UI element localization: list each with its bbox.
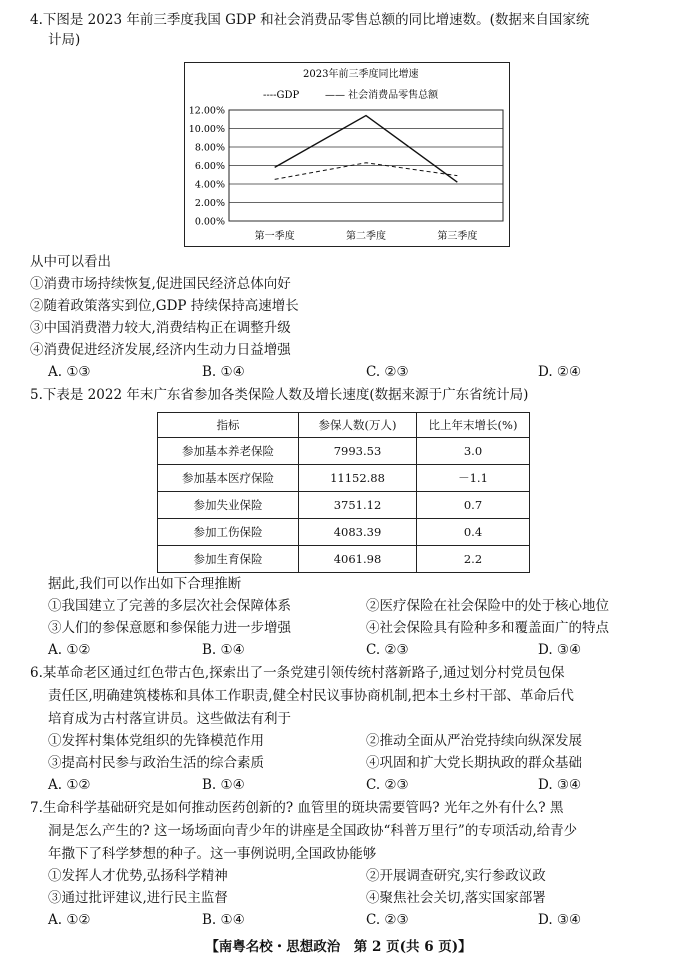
q7-item-1: ①发挥人才优势,弘扬科学精神	[48, 868, 228, 884]
q7-item-2: ②开展调查研究,实行参政议政	[366, 868, 546, 884]
q4-stem-line1: 4.下图是 2023 年前三季度我国 GDP 和社会消费品零售总额的同比增速数。(数据来自国家统	[30, 12, 590, 28]
table-row	[158, 519, 530, 546]
q7-item-3: ③通过批评建议,进行民主监督	[48, 890, 228, 906]
q4-item-1: ①消费市场持续恢复,促进国民经济总体向好	[30, 276, 291, 292]
q7-option-a[interactable]: A. ①②	[48, 912, 91, 928]
q6-item-2: ②推动全面从严治党持续向纵深发展	[366, 733, 582, 749]
table-cell: 7993.53	[299, 438, 417, 465]
q4-lead: 从中可以看出	[30, 254, 111, 270]
table-header-row	[158, 413, 530, 438]
chart-plot-area	[189, 106, 503, 243]
chart-svg	[185, 63, 509, 246]
q7-stem-line3: 年撒下了科学梦想的种子。这一事例说明,全国政协能够	[48, 846, 377, 862]
insurance-table	[157, 412, 530, 573]
table-cell: 参加工伤保险	[158, 519, 299, 546]
table-cell: 4083.39	[299, 519, 417, 546]
q7-item-4: ④聚焦社会关切,落实国家部署	[366, 890, 546, 906]
q4-option-a[interactable]: A. ①③	[48, 364, 91, 380]
q7-option-c[interactable]: C. ②③	[366, 912, 409, 928]
q4-item-2: ②随着政策落实到位,GDP 持续保持高速增长	[30, 298, 299, 314]
x-tick-label: 第二季度	[346, 231, 386, 242]
q5-stem: 5.下表是 2022 年末广东省参加各类保险人数及增长速度(数据来源于广东省统计局)	[30, 387, 529, 403]
q6-item-4: ④巩固和扩大党长期执政的群众基础	[366, 755, 582, 771]
table-row	[158, 465, 530, 492]
q6-item-1: ①发挥村集体党组织的先锋模范作用	[48, 733, 264, 749]
table-cell: 3.0	[417, 438, 530, 465]
table-cell: 0.7	[417, 492, 530, 519]
q5-option-d[interactable]: D. ③④	[538, 642, 582, 658]
chart-title: 2023年前三季度同比增速	[303, 69, 419, 80]
q4-option-c[interactable]: C. ②③	[366, 364, 409, 380]
gdp-retail-growth-chart	[184, 62, 510, 247]
q6-option-a[interactable]: A. ①②	[48, 777, 91, 793]
y-tick-label: 10.00%	[188, 124, 225, 135]
q5-option-a[interactable]: A. ①②	[48, 642, 91, 658]
q6-stem-line1: 6.某革命老区通过红色带古色,探索出了一条党建引领传统村落新路子,通过划分村党员包保	[30, 665, 565, 681]
y-tick-label: 2.00%	[194, 198, 225, 209]
q6-option-c[interactable]: C. ②③	[366, 777, 409, 793]
table-cell: 参加生育保险	[158, 546, 299, 573]
y-tick-label: 4.00%	[194, 179, 225, 191]
table-row	[158, 492, 530, 519]
q7-stem-line2: 洞是怎么产生的? 这一场场面向青少年的讲座是全国政协“科普万里行”的专项活动,给青少	[48, 823, 578, 839]
q4-item-3: ③中国消费潜力较大,消费结构正在调整升级	[30, 320, 291, 336]
table-header-cell: 比上年末增长(%)	[417, 413, 530, 438]
page-footer: 【南粤名校・思想政治 第 2 页(共 6 页)】	[205, 939, 472, 955]
q4-option-d[interactable]: D. ②④	[538, 364, 582, 380]
x-tick-label: 第三季度	[437, 231, 478, 242]
table-cell: 2.2	[417, 546, 530, 573]
q5-lead: 据此,我们可以作出如下合理推断	[48, 576, 242, 592]
q5-option-b[interactable]: B. ①④	[202, 642, 245, 658]
table-header-cell: 指标	[158, 413, 299, 438]
table-cell: 参加基本养老保险	[158, 438, 299, 465]
y-tick-label: 12.00%	[188, 105, 225, 117]
q5-item-4: ④社会保险具有险种多和覆盖面广的特点	[366, 620, 609, 636]
q6-stem-line2: 责任区,明确建筑楼栋和具体工作职责,健全村民议事协商机制,把本土乡村干部、革命后代	[48, 688, 574, 704]
table-row	[158, 438, 530, 465]
q7-option-b[interactable]: B. ①④	[202, 912, 245, 928]
legend-retail: —— 社会消费品零售总额	[325, 90, 439, 101]
q6-stem-line3: 培育成为古村落宣讲员。这些做法有利于	[48, 711, 291, 727]
q5-item-1: ①我国建立了完善的多层次社会保障体系	[48, 598, 291, 614]
q6-option-b[interactable]: B. ①④	[202, 777, 245, 793]
q7-stem-line1: 7.生命科学基础研究是如何推动医药创新的? 血管里的斑块需要管吗? 光年之外有什么? 黑	[30, 800, 564, 816]
table-cell: 4061.98	[299, 546, 417, 573]
q7-option-d[interactable]: D. ③④	[538, 912, 582, 928]
q5-item-3: ③人们的参保意愿和参保能力进一步增强	[48, 620, 291, 636]
y-tick-label: 8.00%	[194, 142, 225, 154]
q4-option-b[interactable]: B. ①④	[202, 364, 245, 380]
y-tick-label: 0.00%	[194, 216, 225, 228]
table-row	[158, 546, 530, 573]
table-cell: 参加基本医疗保险	[158, 465, 299, 492]
y-tick-label: 6.00%	[194, 161, 225, 172]
table-cell: 0.4	[417, 519, 530, 546]
q6-item-3: ③提高村民参与政治生活的综合素质	[48, 755, 264, 771]
q4-item-4: ④消费促进经济发展,经济内生动力日益增强	[30, 342, 291, 358]
q4-stem-line2: 计局)	[48, 32, 81, 48]
table-header-cell: 参保人数(万人)	[299, 413, 417, 438]
legend-gdp: ----GDP	[263, 90, 300, 101]
x-tick-label: 第一季度	[254, 231, 295, 242]
table-cell: 11152.88	[299, 465, 417, 492]
q5-item-2: ②医疗保险在社会保险中的处于核心地位	[366, 598, 609, 614]
table-cell: －1.1	[417, 465, 530, 492]
table-cell: 3751.12	[299, 492, 417, 519]
q6-option-d[interactable]: D. ③④	[538, 777, 582, 793]
q5-option-c[interactable]: C. ②③	[366, 642, 409, 658]
table-cell: 参加失业保险	[158, 492, 299, 519]
